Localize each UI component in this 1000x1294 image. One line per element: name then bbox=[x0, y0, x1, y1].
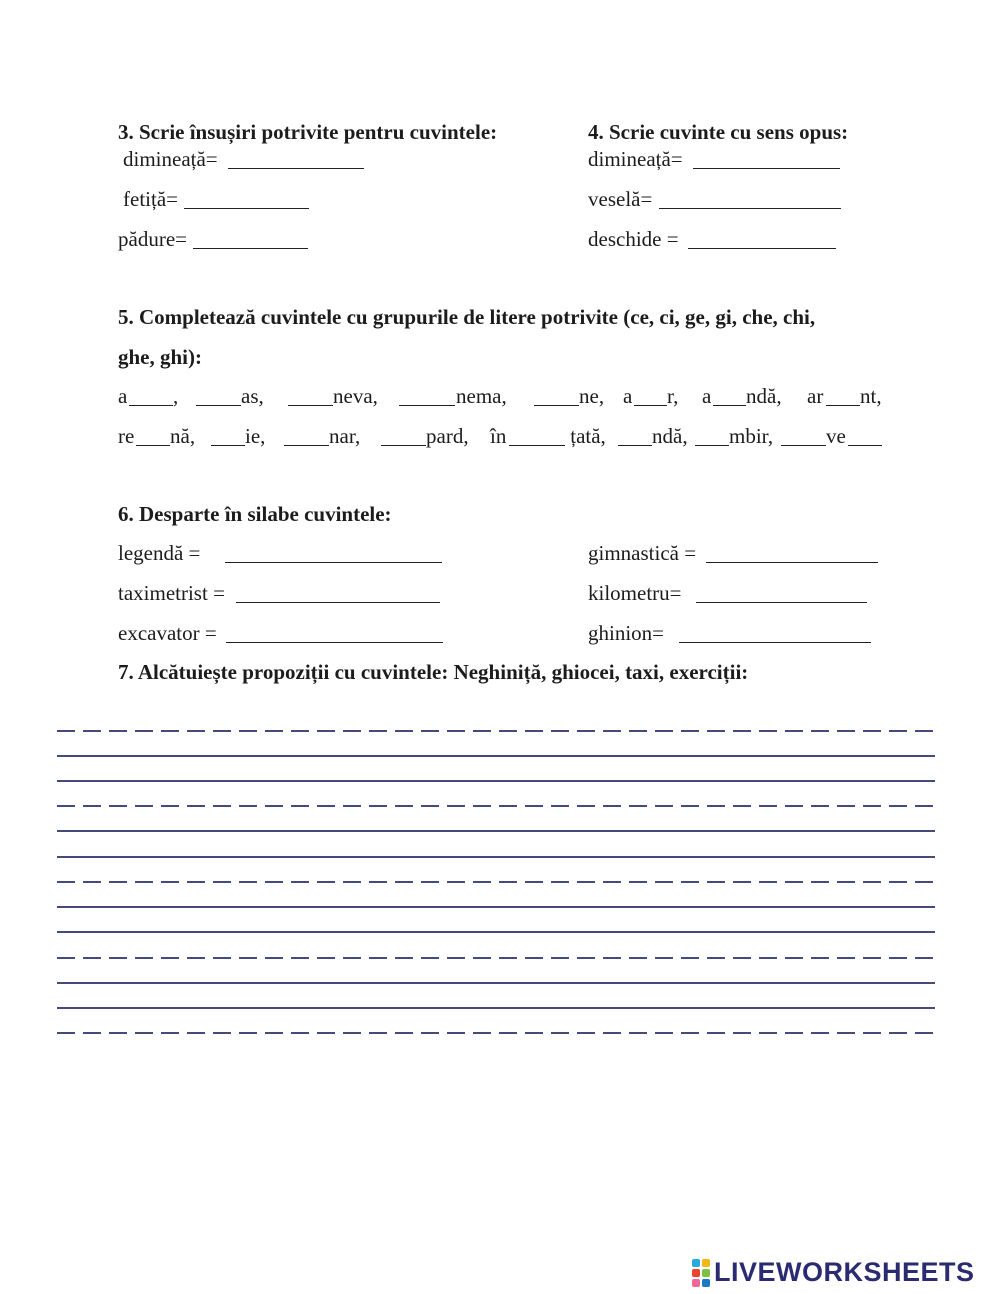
ex6-label-excavator: excavator = bbox=[118, 621, 217, 645]
liveworksheets-logo bbox=[692, 1257, 975, 1288]
ex5-r2-blank-4[interactable] bbox=[381, 425, 426, 446]
ex5-r1-blank-5[interactable] bbox=[534, 385, 579, 406]
ex3-input-fetita[interactable] bbox=[184, 188, 309, 209]
ex5-r2-blank-1[interactable] bbox=[136, 425, 170, 446]
ex5-r2-blank-8[interactable] bbox=[781, 425, 826, 446]
ex5-r1-blank-3[interactable] bbox=[288, 385, 333, 406]
ex5-r1-blank-2[interactable] bbox=[196, 385, 241, 406]
logo-tile bbox=[702, 1259, 710, 1267]
ex5-r2-piece: pard, bbox=[426, 424, 469, 448]
ex5-r2-piece: nă, bbox=[170, 424, 196, 448]
logo-text: LIVEWORKSHEETS bbox=[714, 1257, 975, 1287]
ex4-input-dimineata[interactable] bbox=[693, 148, 840, 169]
ex5-title-cont: ghe, ghi): bbox=[118, 345, 202, 369]
ex4-input-deschide[interactable] bbox=[688, 228, 836, 249]
ex5-r2-piece: mbir, bbox=[729, 424, 774, 448]
ex5-r1-piece: a bbox=[623, 384, 633, 408]
ex3-input-dimineata[interactable] bbox=[228, 148, 364, 169]
ex6-label-taximetrist: taximetrist = bbox=[118, 581, 225, 605]
ex6-input-gimnastica[interactable] bbox=[706, 542, 878, 563]
ex4-input-vesela[interactable] bbox=[659, 188, 841, 209]
ex6-label-ghinion: ghinion= bbox=[588, 621, 665, 645]
logo-tile bbox=[702, 1279, 710, 1287]
ex3-label-fetita: fetiță= bbox=[123, 187, 178, 211]
ex5-r2-piece: re bbox=[118, 424, 135, 448]
ex5-r2-piece: ie, bbox=[245, 424, 266, 448]
ex5-r1-piece: nema, bbox=[456, 384, 507, 408]
ex4-label-dimineata: dimineață= bbox=[588, 147, 683, 171]
ex6-input-ghinion[interactable] bbox=[679, 622, 871, 643]
ex4-label-deschide: deschide = bbox=[588, 227, 679, 251]
ex5-r1-blank-1[interactable] bbox=[129, 385, 173, 406]
logo-mark-icon bbox=[692, 1259, 710, 1287]
ex5-r1-blank-7[interactable] bbox=[713, 385, 746, 406]
ex5-r1-piece: ar bbox=[807, 384, 824, 408]
ex3-title: 3. Scrie însușiri potrivite pentru cuvintele: bbox=[118, 120, 498, 144]
ex5-r1-blank-8[interactable] bbox=[826, 385, 860, 406]
ex6-label-gimnastica: gimnastică = bbox=[588, 541, 697, 565]
ex5-r1-piece: neva, bbox=[333, 384, 378, 408]
ex3-label-dimineata: dimineață= bbox=[123, 147, 218, 171]
ex5-r2-blank-9[interactable] bbox=[848, 425, 882, 446]
logo-tile bbox=[702, 1269, 710, 1277]
ex5-r2-piece: în bbox=[490, 424, 507, 448]
ex5-r1-blank-4[interactable] bbox=[399, 385, 455, 406]
ex5-r2-piece: nar, bbox=[329, 424, 361, 448]
ex5-r1-piece: ndă, bbox=[746, 384, 782, 408]
logo-tile bbox=[692, 1259, 700, 1267]
ex5-r1-piece: , bbox=[173, 384, 179, 408]
ex5-r1-blank-6[interactable] bbox=[634, 385, 667, 406]
ex5-r1-piece: nt, bbox=[860, 384, 882, 408]
ex5-r1-piece: as, bbox=[241, 384, 264, 408]
ex3-label-padure: pădure= bbox=[118, 227, 187, 251]
ex6-input-legenda[interactable] bbox=[225, 542, 442, 563]
ex4-label-vesela: veselă= bbox=[588, 187, 653, 211]
ex5-r2-piece: ndă, bbox=[652, 424, 688, 448]
ex5-r2-blank-6[interactable] bbox=[618, 425, 652, 446]
ex7-title: 7. Alcătuiește propoziții cu cuvintele: Neghiniță, ghiocei, taxi, exerciții: bbox=[118, 660, 749, 684]
ex3-input-padure[interactable] bbox=[193, 228, 308, 249]
ex5-r2-blank-5[interactable] bbox=[509, 425, 565, 446]
ex4-title: 4. Scrie cuvinte cu sens opus: bbox=[588, 120, 849, 144]
ex5-r1-piece: ne, bbox=[579, 384, 605, 408]
ex6-input-excavator[interactable] bbox=[226, 622, 443, 643]
ex6-label-kilometru: kilometru= bbox=[588, 581, 682, 605]
ex6-input-taximetrist[interactable] bbox=[236, 582, 440, 603]
ex5-r1-piece: a bbox=[702, 384, 712, 408]
ex6-title: 6. Desparte în silabe cuvintele: bbox=[118, 502, 392, 526]
ex5-r1-piece: a bbox=[118, 384, 128, 408]
ex6-label-legenda: legendă = bbox=[118, 541, 201, 565]
ex5-r2-blank-7[interactable] bbox=[695, 425, 729, 446]
logo-tile bbox=[692, 1269, 700, 1277]
logo-tile bbox=[692, 1279, 700, 1287]
ex5-r2-piece: ve bbox=[826, 424, 846, 448]
ex5-r2-blank-2[interactable] bbox=[211, 425, 245, 446]
ex5-r2-blank-3[interactable] bbox=[284, 425, 329, 446]
ex5-title: 5. Completează cuvintele cu grupurile de litere potrivite (ce, ci, ge, gi, che, chi, bbox=[118, 305, 816, 329]
ex5-r1-piece: r, bbox=[667, 384, 679, 408]
ex5-r2-piece: țată, bbox=[565, 424, 606, 448]
ex6-input-kilometru[interactable] bbox=[696, 582, 867, 603]
ex7-answer-area[interactable] bbox=[57, 712, 935, 1038]
